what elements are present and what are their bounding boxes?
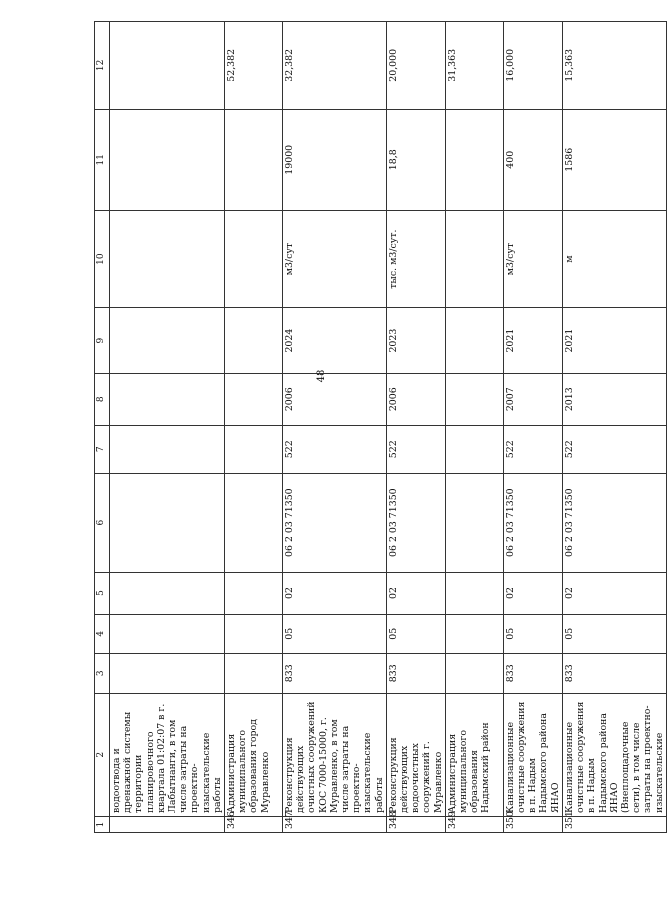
rotated-table-container (94, 21, 665, 833)
col-header: 12 (95, 22, 110, 110)
cell-unit: м (562, 210, 666, 308)
cell-target-article: 06 2 03 71350 (283, 473, 387, 572)
cell-subsection (445, 572, 503, 614)
col-header: 7 (95, 425, 110, 473)
table-row (445, 22, 503, 833)
row-number: 347 (283, 816, 387, 832)
row-name: Администрация муниципального образования Надымский район (445, 693, 503, 816)
cell-subsection (110, 572, 225, 614)
cell-expense-type (110, 425, 225, 473)
cell-subsection: 02 (562, 572, 666, 614)
cell-ministry-code: 833 (283, 654, 387, 694)
cell-expense-type: 522 (283, 425, 387, 473)
col-header: 11 (95, 109, 110, 210)
table-row (562, 22, 666, 833)
cell-amount: 52,382 (225, 22, 283, 110)
cell-amount: 32,382 (283, 22, 387, 110)
col-header: 9 (95, 308, 110, 373)
cell-target-article (445, 473, 503, 572)
cell-section (110, 614, 225, 654)
page-number: 48 (316, 369, 327, 383)
budget-table (94, 21, 667, 833)
row-name: водоотвода и дренажной системы территории планировочного квартала 01:02:07 в г. Лабытнанги, в том числе затраты на проектно-изыскательские работы (110, 693, 225, 816)
cell-ministry-code: 833 (386, 654, 445, 694)
cell-expense-type: 522 (386, 425, 445, 473)
cell-capacity: 1586 (562, 109, 666, 210)
cell-end-year: 2023 (386, 308, 445, 373)
cell-section: 05 (562, 614, 666, 654)
cell-end-year (225, 308, 283, 373)
cell-ministry-code (110, 654, 225, 694)
cell-start-year: 2006 (283, 373, 387, 425)
cell-subsection (225, 572, 283, 614)
cell-subsection: 02 (283, 572, 387, 614)
cell-end-year: 2021 (562, 308, 666, 373)
cell-expense-type (445, 425, 503, 473)
cell-end-year (110, 308, 225, 373)
cell-ministry-code (445, 654, 503, 694)
cell-target-article (110, 473, 225, 572)
cell-capacity: 19000 (283, 109, 387, 210)
row-number: 351 (562, 816, 666, 832)
cell-subsection: 02 (503, 572, 562, 614)
row-name: Реконструкция действующих водоочистных сооружений г. Муравленко (386, 693, 445, 816)
cell-target-article: 06 2 03 71350 (562, 473, 666, 572)
row-number: 346 (225, 816, 283, 832)
cell-unit: м3/сут (283, 210, 387, 308)
cell-end-year: 2024 (283, 308, 387, 373)
row-number (110, 816, 225, 832)
cell-ministry-code: 833 (562, 654, 666, 694)
table-row (225, 22, 283, 833)
cell-section (445, 614, 503, 654)
cell-start-year (110, 373, 225, 425)
col-header: 2 (95, 693, 110, 816)
row-name: Реконструкция действующих очистных сооружений КОС 7000-15000, г. Муравленко, в том числе затраты на проектно-изыскательские работы (283, 693, 387, 816)
cell-target-article: 06 2 03 71350 (503, 473, 562, 572)
row-name: Канализационные очистные сооружения в п. Надым Надымского района ЯНАО (503, 693, 562, 816)
cell-unit: м3/сут (503, 210, 562, 308)
cell-target-article (225, 473, 283, 572)
cell-capacity (225, 109, 283, 210)
table-row (110, 22, 225, 833)
row-name: Канализационные очистные сооружения в п. Надым Надымского района ЯНАО (Внеплощадочные сети), в том числе затраты на проектно-изыскательские (562, 693, 666, 816)
col-header: 1 (95, 816, 110, 832)
row-number: 350 (503, 816, 562, 832)
cell-section: 05 (503, 614, 562, 654)
cell-amount (110, 22, 225, 110)
cell-capacity (110, 109, 225, 210)
table-row (503, 22, 562, 833)
cell-amount: 20,000 (386, 22, 445, 110)
cell-expense-type: 522 (503, 425, 562, 473)
column-number-row (95, 22, 110, 833)
cell-ministry-code (225, 654, 283, 694)
cell-capacity: 18,8 (386, 109, 445, 210)
cell-ministry-code: 833 (503, 654, 562, 694)
row-name: Администрация муниципального образования город Муравленко (225, 693, 283, 816)
col-header: 6 (95, 473, 110, 572)
cell-amount: 15,363 (562, 22, 666, 110)
cell-start-year: 2006 (386, 373, 445, 425)
table-row (386, 22, 445, 833)
col-header: 10 (95, 210, 110, 308)
table-row (283, 22, 387, 833)
cell-unit: тыс. м3/сут. (386, 210, 445, 308)
cell-start-year (225, 373, 283, 425)
row-number: 348 (386, 816, 445, 832)
cell-capacity (445, 109, 503, 210)
cell-amount: 31,363 (445, 22, 503, 110)
cell-unit (110, 210, 225, 308)
col-header: 5 (95, 572, 110, 614)
cell-start-year: 2007 (503, 373, 562, 425)
cell-subsection: 02 (386, 572, 445, 614)
cell-expense-type (225, 425, 283, 473)
col-header: 3 (95, 654, 110, 694)
cell-section: 05 (283, 614, 387, 654)
cell-end-year (445, 308, 503, 373)
cell-amount: 16,000 (503, 22, 562, 110)
cell-target-article: 06 2 03 71350 (386, 473, 445, 572)
cell-expense-type: 522 (562, 425, 666, 473)
cell-start-year: 2013 (562, 373, 666, 425)
cell-unit (445, 210, 503, 308)
cell-section: 05 (386, 614, 445, 654)
cell-start-year (445, 373, 503, 425)
col-header: 4 (95, 614, 110, 654)
cell-capacity: 400 (503, 109, 562, 210)
cell-unit (225, 210, 283, 308)
col-header: 8 (95, 373, 110, 425)
cell-section (225, 614, 283, 654)
cell-end-year: 2021 (503, 308, 562, 373)
row-number: 349 (445, 816, 503, 832)
